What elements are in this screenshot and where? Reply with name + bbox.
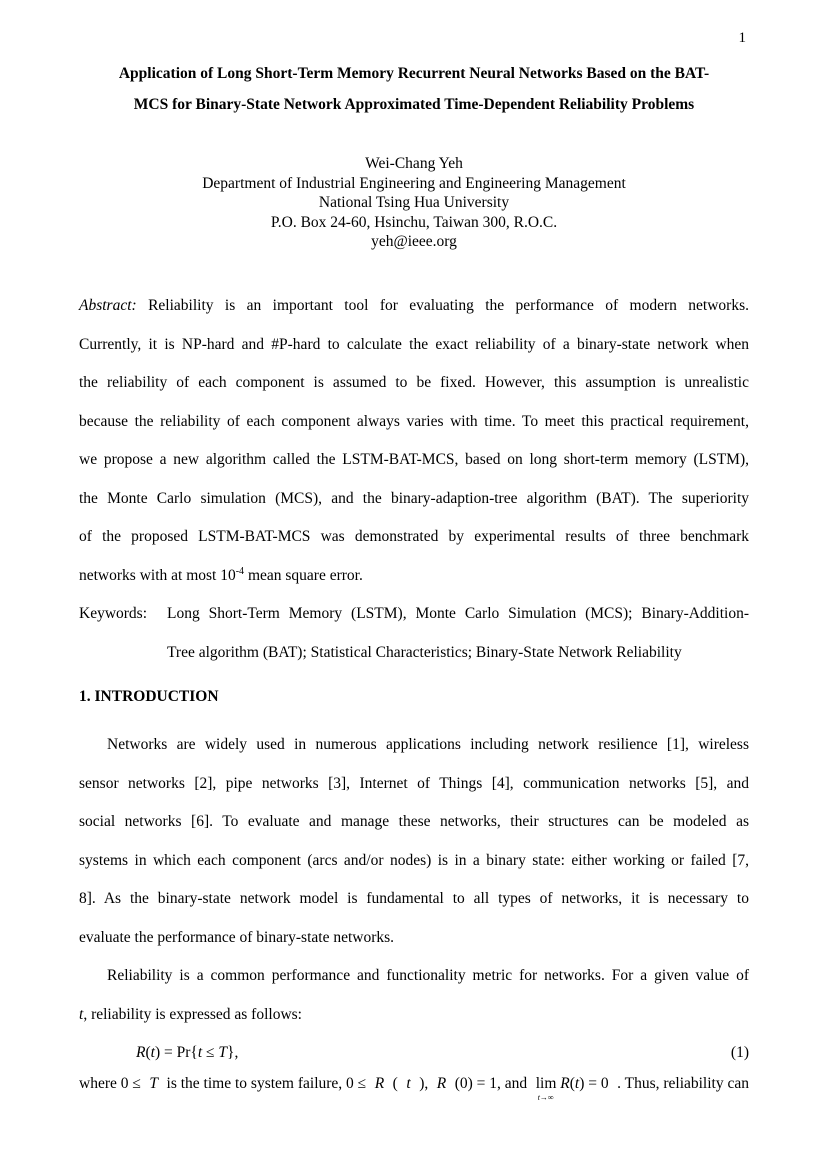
keywords-line-2: Tree algorithm (BAT); Statistical Characteristics; Binary-State Network Reliability [167,643,682,661]
paper-title [79,58,749,120]
paragraph-line: 8]. As the binary-state network model is fundamental to all types of networks, it is necessary to [79,890,749,907]
section-heading: 1. INTRODUCTION [79,688,219,705]
equation-number: (1) [730,1044,749,1061]
page-number: 1 [738,30,746,46]
equation-1 [79,1034,749,1073]
equation-expression: R(t) = Pr{t ≤ T}, [136,1044,239,1061]
paragraph-line: systems in which each component (arcs and/or nodes) is in a binary state: either working or failed [7, [79,851,749,869]
keywords [79,595,749,672]
abstract-line: of the proposed LSTM-BAT-MCS was demonstrated by experimental results of three benchmark [79,528,749,545]
paragraph-final-line: where 0 ≤ T is the time to system failure, 0 ≤ R ( t ), R (0) = 1, and lim R(t) = 0 t→∞ . Thus, reliability can [79,1072,749,1096]
limit-expression: lim R(t) = 0 t→∞ [535,1075,609,1102]
introduction-body [79,726,749,1034]
paragraph-line: evaluate the performance of binary-state networks. [79,928,395,946]
title-line-1: Application of Long Short-Term Memory Recurrent Neural Networks Based on the BAT- [118,65,710,82]
paragraph-line: t, reliability is expressed as follows: [79,1005,302,1023]
title-line-2: MCS for Binary-State Network Approximated Time-Dependent Reliability Problems [133,96,695,113]
author-name: Wei-Chang Yeh [365,155,463,172]
paragraph-line: social networks [6]. To evaluate and manage these networks, their structures can be modeled as [79,813,749,830]
abstract-last-line: networks with at most $10^{-4}$ mean square error. [79,565,363,584]
author-block [79,154,749,252]
paragraph-line: Reliability is a common performance and functionality metric for networks. For a given value of [107,967,749,984]
author-university: National Tsing Hua University [318,194,510,211]
abstract-line: Currently, it is NP-hard and #P-hard to calculate the exact reliability of a binary-state network when [79,335,749,353]
abstract-label: Abstract: [79,297,137,314]
author-address: P.O. Box 24-60, Hsinchu, Taiwan 300, R.O.C. [270,213,558,231]
paragraph-line: sensor networks [2], pipe networks [3], Internet of Things [4], communication networks [5], and [79,774,749,792]
author-email: yeh@ieee.org [371,233,457,250]
keywords-label: Keywords: [79,605,148,622]
abstract [79,287,749,595]
abstract-line: because the reliability of each component always varies with time. To meet this practical requirement, [79,412,749,430]
abstract-line: Abstract: Reliability is an important tool for evaluating the performance of modern networks. [79,297,749,314]
keywords-line-1: Long Short-Term Memory (LSTM), Monte Carlo Simulation (MCS); Binary-Addition- [167,605,749,622]
abstract-line: the Monte Carlo simulation (MCS), and the binary-adaption-tree algorithm (BAT). The superiority [79,489,749,507]
paragraph-line: Networks are widely used in numerous applications including network resilience [1], wireless [107,736,749,753]
abstract-line: the reliability of each component is assumed to be fixed. However, this assumption is unrealistic [79,374,749,391]
abstract-line: we propose a new algorithm called the LSTM-BAT-MCS, based on long short-term memory (LSTM), [79,451,749,468]
author-department: Department of Industrial Engineering and Engineering Management [202,174,626,192]
